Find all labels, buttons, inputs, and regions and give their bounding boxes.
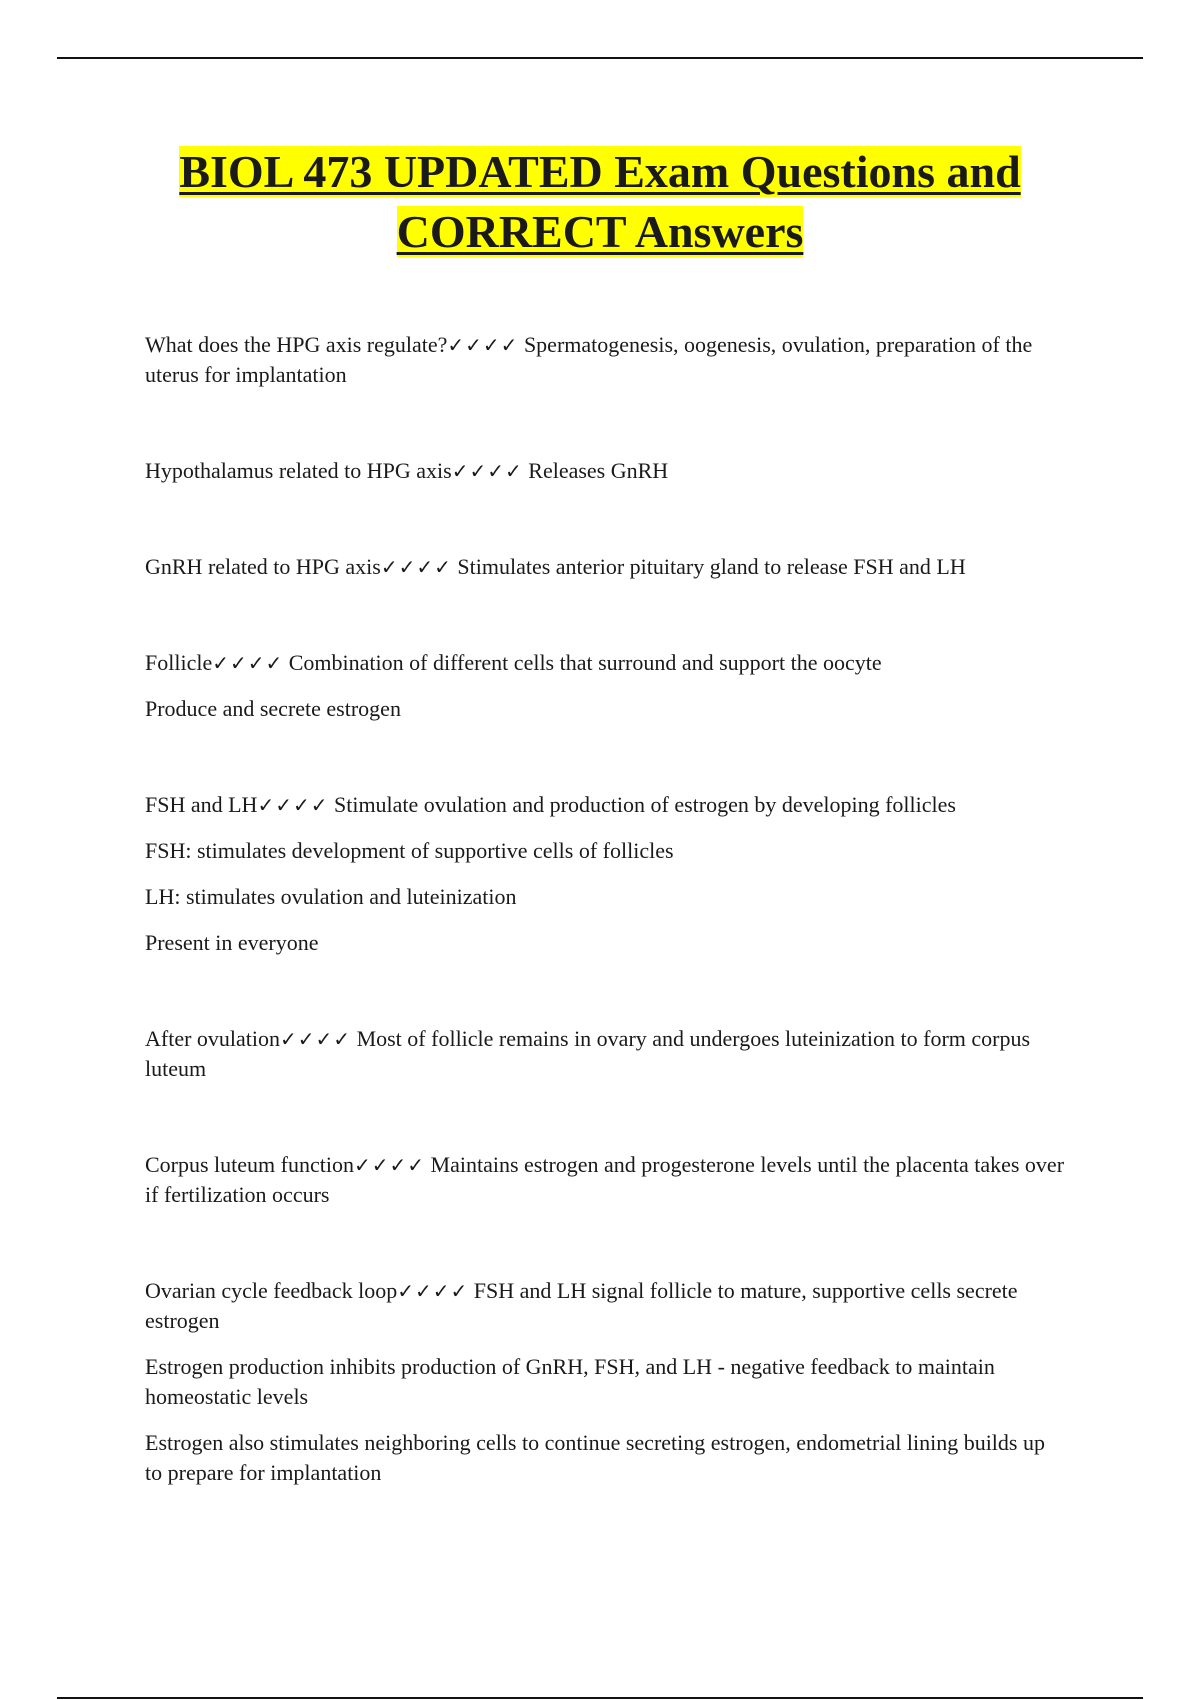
question-text: Corpus luteum function bbox=[145, 1152, 354, 1177]
answer-detail-line: LH: stimulates ovulation and luteinization bbox=[145, 884, 517, 909]
qa-entry bbox=[145, 1276, 1065, 1488]
check-marks-icon: ✓✓✓✓ bbox=[451, 459, 523, 483]
check-marks-icon: ✓✓✓✓ bbox=[212, 651, 284, 675]
bottom-rule bbox=[57, 1697, 1143, 1699]
qa-entry bbox=[145, 330, 1065, 390]
answer-text: Combination of different cells that surround and support the oocyte bbox=[283, 650, 882, 675]
qa-line bbox=[145, 552, 1065, 582]
top-rule bbox=[57, 57, 1143, 59]
answer-detail-line: Produce and secrete estrogen bbox=[145, 696, 401, 721]
qa-line bbox=[145, 330, 1065, 390]
answer-text: Stimulates anterior pituitary gland to release FSH and LH bbox=[451, 554, 966, 579]
qa-list bbox=[145, 330, 1065, 1554]
answer-text: Spermatogenesis, oogenesis, ovulation, preparation of the uterus for implantation bbox=[145, 332, 1033, 387]
answer-detail-line: FSH: stimulates development of supportive cells of follicles bbox=[145, 838, 674, 863]
answer-detail-line: Estrogen also stimulates neighboring cells to continue secreting estrogen, endometrial lining builds up to prepare for implantation bbox=[145, 1430, 1045, 1485]
answer-text: FSH and LH signal follicle to mature, supportive cells secrete estrogen bbox=[145, 1278, 1018, 1333]
highlighted-title-text: BIOL 473 UPDATED Exam Questions and CORRECT Answers bbox=[179, 146, 1021, 257]
qa-entry bbox=[145, 552, 1065, 582]
question-text: After ovulation bbox=[145, 1026, 281, 1051]
question-text: Follicle bbox=[145, 650, 213, 675]
answer-text: Most of follicle remains in ovary and undergoes luteinization to form corpus luteum bbox=[145, 1026, 1031, 1081]
qa-entry bbox=[145, 456, 1065, 486]
qa-line bbox=[145, 1024, 1065, 1084]
check-marks-icon: ✓✓✓✓ bbox=[447, 333, 519, 357]
answer-text: Maintains estrogen and progesterone levels until the placenta takes over if fertilization occurs bbox=[145, 1152, 1065, 1207]
check-marks-icon: ✓✓✓✓ bbox=[397, 1279, 469, 1303]
document-title bbox=[145, 142, 1055, 262]
qa-entry bbox=[145, 790, 1065, 958]
question-text: Hypothalamus related to HPG axis bbox=[145, 458, 452, 483]
answer-detail-line: Present in everyone bbox=[145, 930, 319, 955]
qa-line bbox=[145, 456, 1065, 486]
check-marks-icon: ✓✓✓✓ bbox=[353, 1153, 426, 1177]
answer-text: Stimulate ovulation and production of estrogen by developing follicles bbox=[328, 792, 956, 817]
qa-line bbox=[145, 1276, 1065, 1336]
qa-entry bbox=[145, 1150, 1065, 1210]
qa-entry bbox=[145, 1024, 1065, 1084]
question-text: FSH and LH bbox=[145, 792, 258, 817]
qa-line bbox=[145, 790, 1065, 820]
check-marks-icon: ✓✓✓✓ bbox=[380, 555, 452, 579]
check-marks-icon: ✓✓✓✓ bbox=[280, 1027, 352, 1051]
question-text: Ovarian cycle feedback loop bbox=[145, 1278, 398, 1303]
qa-line bbox=[145, 648, 1065, 678]
qa-entry bbox=[145, 648, 1065, 724]
answer-detail-line: Estrogen production inhibits production of GnRH, FSH, and LH - negative feedback to maintain homeostatic levels bbox=[145, 1354, 995, 1409]
answer-text: Releases GnRH bbox=[522, 458, 669, 483]
question-text: GnRH related to HPG axis bbox=[145, 554, 381, 579]
qa-line bbox=[145, 1150, 1065, 1210]
question-text: What does the HPG axis regulate? bbox=[145, 332, 448, 357]
check-marks-icon: ✓✓✓✓ bbox=[257, 793, 329, 817]
